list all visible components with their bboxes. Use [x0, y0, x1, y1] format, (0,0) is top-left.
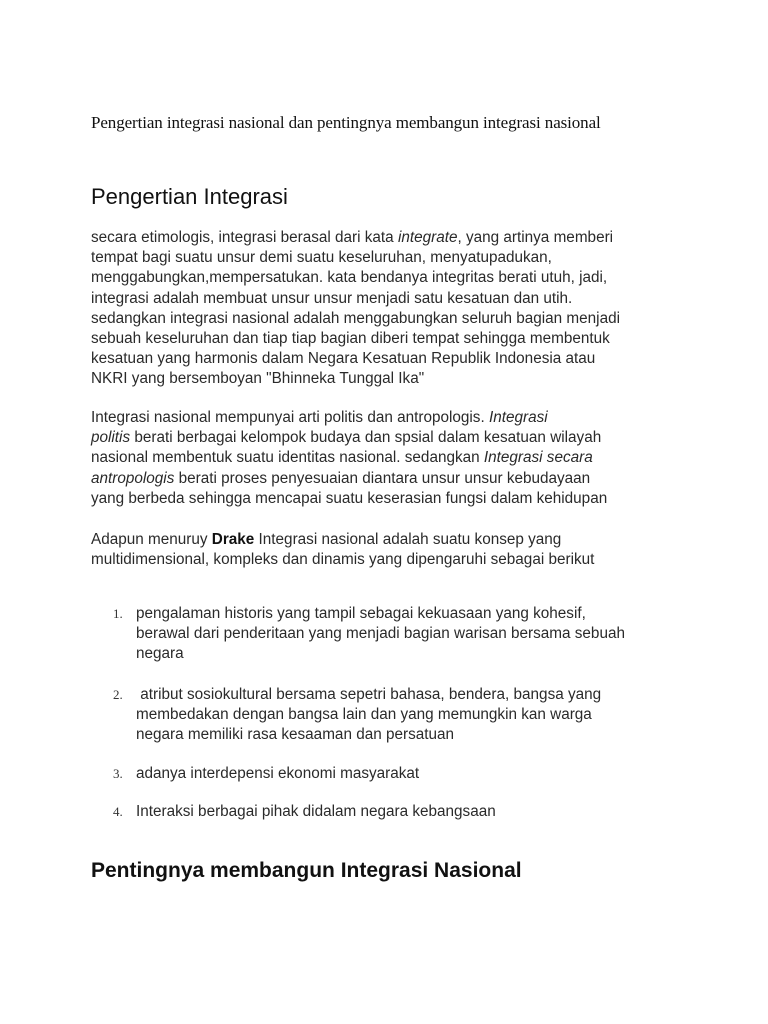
paragraph-etimologi [91, 228, 691, 390]
section-heading-pentingnya: Pentingnya membangun Integrasi Nasional [91, 859, 522, 882]
text-line: NKRI yang bersemboyan "Bhinneka Tunggal Ika" [91, 370, 425, 388]
text-line: sedangkan integrasi nasional adalah menggabungkan seluruh bagian menjadi [91, 309, 620, 327]
list-number: 1. [113, 606, 123, 621]
paragraph-politis-antropologis [91, 408, 691, 509]
author-name: Drake [211, 531, 255, 548]
section-heading-pengertian: Pengertian Integrasi [91, 184, 288, 209]
text-line: multidimensional, kompleks dan dinamis yang dipengaruhi sebagai berikut [91, 551, 595, 569]
document-page: Pengertian integrasi nasional dan pentingnya membangun integrasi nasional Pengertian Integrasi secara etimologis, integrasi berasal dari kata integrate, yang artinya memberi tempat bagi suatu unsur demi suatu keseluruhan, menyatupadukan, menggabungkan,mempersatukan. kata bendanya integritas berati utuh, jadi, integrasi adalah membuat unsur unsur menjadi satu kesatuan dan utih. sedangkan integrasi nasional adalah menggabungkan seluruh bagian menjadi sebuah keseluruhan dan tiap tiap bagian diberi tempat sehingga membentuk kesatuan yang harmonis dalam Negara Kesatuan Republik Indonesia atau NKRI yang bersemboyan "Bhinneka Tunggal Ika" Integrasi nasional mempunyai arti politis dan antropologis. Integrasi politis berati berbagai kelompok budaya dan spsial dalam kesatuan wilayah nasional membentuk suatu identitas nasional. sedangkan Integrasi secara antropologis berati proses penyesuaian diantara unsur unsur kebudayaan yang berbeda sehingga mencapai suatu keserasian fungsi dalam kehidupan Adapun menuruy Drake Integrasi nasional adalah suatu konsep yang multidimensional, kompleks dan dinamis yang dipengaruhi sebagai berikut 1. pengalaman historis yang tampil sebagai kekuasaan yang kohesif, berawal dari penderitaan yang menjadi bagian warisan bersama sebuah negara 2. atribut sosiokultural bersama sepetri bahasa, bendera, bangsa yang membedakan dengan bangsa lain dan yang memungkin kan warga negara memiliki rasa kesaaman dan persatuan 3. adanya interdepensi ekonomi masyarakat 4. Interaksi berbagai pihak didalam negara kebangsaan Pentingnya membangun Integrasi Nasional [0, 0, 768, 1024]
text-line: Integrasi nasional mempunyai arti politis dan antropologis. Integrasi [91, 409, 548, 426]
text-line: tempat bagi suatu unsur demi suatu keseluruhan, menyatupadukan, [91, 249, 552, 267]
text-line: antropologis berati proses penyesuaian diantara unsur unsur kebudayaan [91, 469, 591, 487]
document-title: Pengertian integrasi nasional dan pentingnya membangun integrasi nasional [91, 113, 601, 132]
text-line: politis berati berbagai kelompok budaya dan spsial dalam kesatuan wilayah [91, 429, 602, 447]
list-number: 2. [113, 687, 123, 702]
text-line: yang berbeda sehingga mencapai suatu keserasian fungsi dalam kehidupan [91, 489, 608, 507]
list-number: 3. [113, 766, 123, 781]
paragraph-drake [91, 530, 691, 570]
text-line: Adapun menuruy Drake Integrasi nasional adalah suatu konsep yang [91, 531, 562, 548]
text-line: menggabungkan,mempersatukan. kata bendanya integritas berati utuh, jadi, [91, 269, 608, 287]
text-line: kesatuan yang harmonis dalam Negara Kesatuan Republik Indonesia atau [91, 350, 596, 368]
text-line: secara etimologis, integrasi berasal dari kata integrate, yang artinya memberi [91, 229, 614, 246]
text-line: integrasi adalah membuat unsur unsur menjadi satu kesatuan dan utih. [91, 289, 573, 307]
text-line: sebuah keseluruhan dan tiap tiap bagian diberi tempat sehingga membentuk [91, 330, 610, 348]
list-number: 4. [113, 804, 123, 819]
text-line: nasional membentuk suatu identitas nasional. sedangkan Integrasi secara [91, 449, 593, 467]
